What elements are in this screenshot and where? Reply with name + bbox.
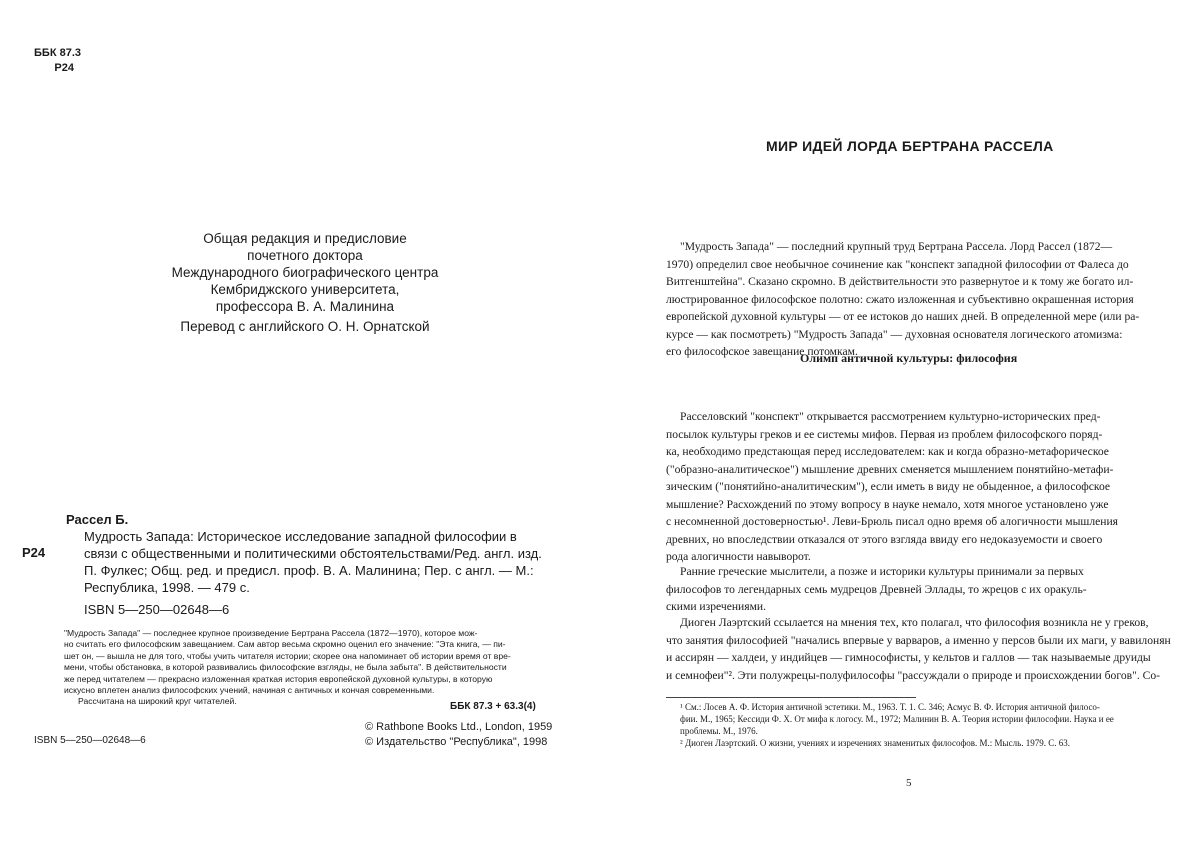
- annotation-line: "Мудрость Запада" — последнее крупное произведение Бертрана Рассела (1872—1970), которое мож-: [64, 628, 568, 639]
- isbn-bottom: ISBN 5—250—02648—6: [34, 735, 146, 746]
- index-code: Р24: [22, 545, 45, 560]
- body-line: и семнофеи"². Эти полужрецы-полуфилософы "рассуждали о природе и происхождении богов". Со-: [666, 667, 1162, 685]
- annotation: [64, 628, 568, 708]
- body-paragraph-3: [666, 614, 1162, 684]
- editorial-line: Кембриджского университета,: [150, 281, 460, 298]
- bibliographic-description: [84, 528, 564, 596]
- body-line: скими изречениями.: [666, 598, 1162, 616]
- editorial-line: Международного биографического центра: [150, 264, 460, 281]
- annotation-audience: Рассчитана на широкий круг читателей.: [64, 696, 568, 707]
- body-line: мышление? Расхождений по этому вопросу в науке немало, хотя многое установлено уже: [666, 496, 1162, 514]
- intro-line: Витгенштейна". Сказано скромно. В действительности это развернутое и к тому же богато ил-: [666, 273, 1162, 291]
- body-paragraph-1: [666, 408, 1162, 566]
- body-paragraph-2: [666, 563, 1162, 616]
- page-number: 5: [906, 777, 912, 789]
- body-line: древних, но впоследствии отказался от этого взгляда ввиду его недоказуемости и своего: [666, 531, 1162, 549]
- body-line: философов то легендарных семь мудрецов Древней Эллады, то жрецов с их оракуль-: [666, 581, 1162, 599]
- bib-line: связи с общественными и политическими обстоятельствами/Ред. англ. изд.: [84, 545, 564, 562]
- body-line: Диоген Лаэртский ссылается на мнения тех, кто полагал, что философия возникла не у греков,: [666, 614, 1162, 632]
- annotation-line: шет он, — вышла не для того, чтобы учить читателя истории; скорее она напоминает об истории время от вре-: [64, 651, 568, 662]
- annotation-line: мени, чтобы обстановка, в которой развивались философские взгляды, не была забыта". В действительности: [64, 662, 568, 673]
- intro-line: курсе — как посмотреть) "Мудрость Запада" — духовная основателя логического атомизма:: [666, 326, 1162, 344]
- body-line: что занятия философией "начались впервые у варваров, а именно у персов были их маги, у вавилонян: [666, 632, 1162, 650]
- editorial-line: Общая редакция и предисловие: [150, 230, 460, 247]
- intro-line: европейской духовной культуры — от ее истоков до наших дней. В определенной мере (или ра-: [666, 308, 1162, 326]
- intro-line: "Мудрость Запада" — последний крупный труд Бертрана Рассела. Лорд Рассел (1872—: [666, 238, 1162, 256]
- footnote-line: фии. М., 1965; Кессиди Ф. Х. От мифа к логосу. М., 1972; Малинин В. А. Теория истории философии. Наука и ее: [680, 713, 1164, 725]
- annotation-line: же перед читателем — прекрасно изложенная краткая история европейской духовной культуры, в которую: [64, 674, 568, 685]
- footnotes: [680, 701, 1164, 749]
- intro-line: 1970) определил свое необычное сочинение как "конспект западной философии от Фалеса до: [666, 256, 1162, 274]
- annotation-line: но считать его философским завещанием. Сам автор весьма скромно оценил его значение: "Эта книга, — пи-: [64, 639, 568, 650]
- intro-paragraph: [666, 238, 1162, 361]
- author-name: Рассел Б.: [66, 512, 128, 527]
- intro-line: люстрированное философское полотно: сжато изложенная и субъективно окрашенная история: [666, 291, 1162, 309]
- bib-line: Мудрость Запада: Историческое исследование западной философии в: [84, 528, 564, 545]
- body-line: Расселовский "конспект" открывается рассмотрением культурно-исторических пред-: [666, 408, 1162, 426]
- body-line: с несомненной достоверностью¹. Леви-Брюль писал одно время об алогичности мышления: [666, 513, 1162, 531]
- editorial-line: профессора В. А. Малинина: [150, 298, 460, 315]
- bbk-code: ББК 87.3: [34, 46, 74, 61]
- translator-line: Перевод с английского О. Н. Орнатской: [150, 318, 460, 335]
- body-line: ка, необходимо предстающая перед исследователем: как и когда образно-метафорическое: [666, 443, 1162, 461]
- body-line: посылок культуры греков и ее системы мифов. Первая из проблем философского поряд-: [666, 426, 1162, 444]
- body-line: и ассирян — халдеи, у индийцев — гимнософисты, у кельтов и галлов — так называемые друиды: [666, 649, 1162, 667]
- copyright-block: [365, 720, 552, 750]
- editorial-credits: [150, 230, 460, 335]
- body-line: рода алогичности навыворот.: [666, 548, 1162, 566]
- author-mark: Р24: [34, 61, 74, 76]
- isbn-main: ISBN 5—250—02648—6: [84, 602, 229, 617]
- essay-title: МИР ИДЕЙ ЛОРДА БЕРТРАНА РАССЕЛА: [766, 138, 1054, 154]
- bbk-classification-top: [34, 46, 74, 76]
- copyright-line: © Rathbone Books Ltd., London, 1959: [365, 720, 552, 735]
- bib-line: Республика, 1998. — 479 с.: [84, 579, 564, 596]
- bib-line: П. Фулкес; Общ. ред. и предисл. проф. В. А. Малинина; Пер. с англ. — М.:: [84, 562, 564, 579]
- body-line: Ранние греческие мыслители, а позже и историки культуры принимали за первых: [666, 563, 1162, 581]
- bbk-classification-bottom: ББК 87.3 + 63.3(4): [450, 701, 536, 712]
- section-heading: Олимп античной культуры: философия: [800, 351, 1017, 366]
- intro-line: его философское завещание потомкам.: [666, 343, 1162, 361]
- footnote-divider: [666, 697, 916, 698]
- copyright-line: © Издательство "Республика", 1998: [365, 735, 552, 750]
- editorial-line: почетного доктора: [150, 247, 460, 264]
- footnote-line: ² Диоген Лаэртский. О жизни, учениях и изречениях знаменитых философов. М.: Мысль. 1979. С. 63.: [680, 737, 1164, 749]
- annotation-line: искусно вплетен анализ философских учений, начиная с античных и кончая современными.: [64, 685, 568, 696]
- body-line: ("образно-аналитическое") мышление древних сменяется мышлением понятийно-метафи-: [666, 461, 1162, 479]
- footnote-line: проблемы. М., 1976.: [680, 725, 1164, 737]
- body-line: зическим ("понятийно-аналитическим"), если иметь в виду не обыденное, а философское: [666, 478, 1162, 496]
- footnote-line: ¹ См.: Лосев А. Ф. История античной эстетики. М., 1963. Т. 1. С. 346; Асмус В. Ф. История античной филосо-: [680, 701, 1164, 713]
